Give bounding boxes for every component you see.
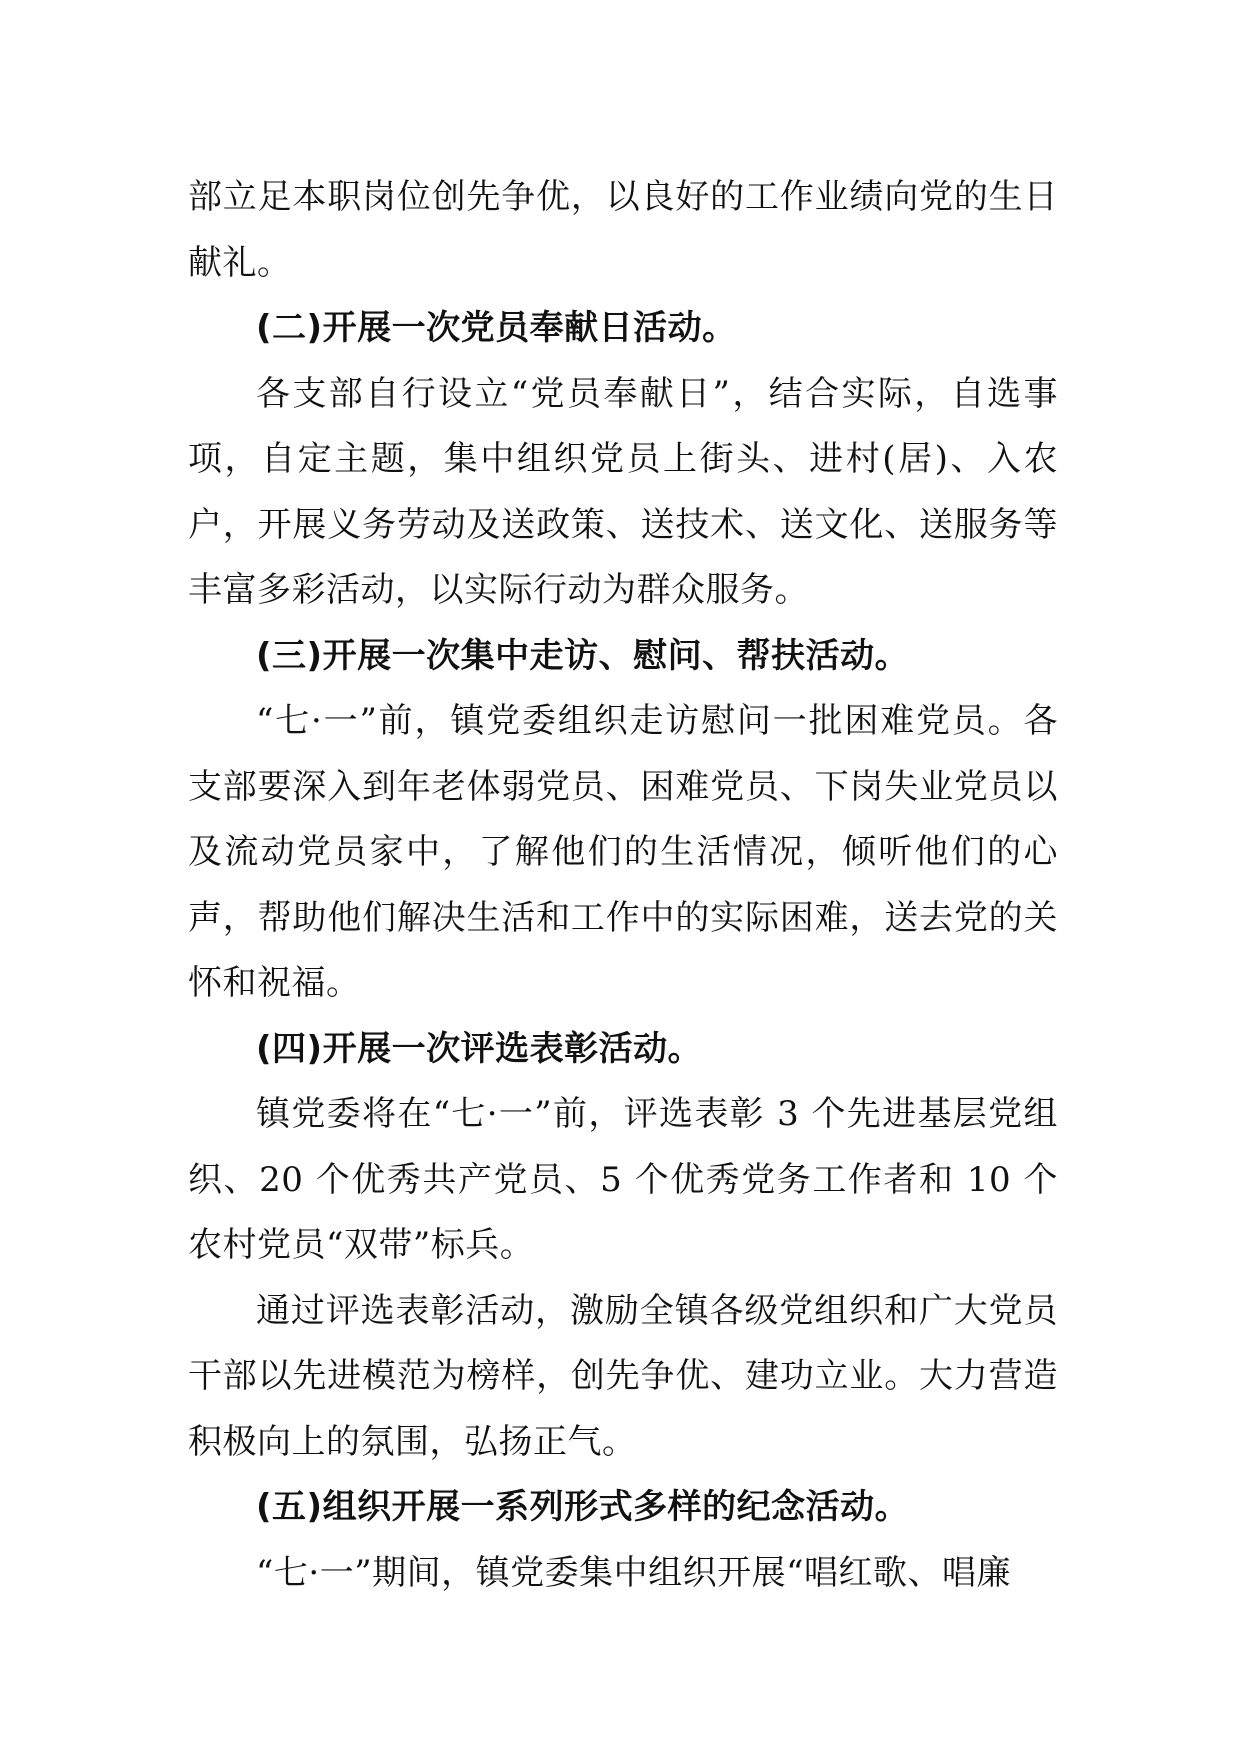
paragraph-awards: 镇党委将在“七·一”前，评选表彰 3 个先进基层党组织、20 个优秀共产党员、5 个优秀党务工作者和 10 个农村党员“双带”标兵。 <box>188 1094 1058 1265</box>
section-heading-5: (五)组织开展一系列形式多样的纪念活动。 <box>256 1487 910 1527</box>
section-heading-4: (四)开展一次评选表彰活动。 <box>256 1028 703 1069</box>
paragraph-commemoration: “七·一”期间，镇党委集中组织开展“唱红歌、唱廉 <box>256 1552 1011 1593</box>
paragraph-visits: “七·一”前，镇党委组织走访慰问一批困难党员。各支部要深入到年老体弱党员、困难党员、下岗失业党员以及流动党员家中，了解他们的生活情况，倾听他们的心声，帮助他们解决生活和工作中的实际困难，送去党的关怀和祝福。 <box>188 701 1058 1003</box>
section-heading-2: (二)开展一次党员奉献日活动。 <box>256 308 737 348</box>
paragraph-awards-purpose: 通过评选表彰活动，激励全镇各级党组织和广大党员干部以先进模范为榜样，创先争优、建功立业。大力营造积极向上的氛围，弘扬正气。 <box>188 1290 1058 1462</box>
document-body <box>188 165 1058 1606</box>
paragraph-dedication-day: 各支部自行设立“党员奉献日”，结合实际，自选事项，自定主题，集中组织党员上街头、进村(居)、入农户，开展义务劳动及送政策、送技术、送文化、送服务等丰富多彩活动，以实际行动为群众服务。 <box>188 373 1058 610</box>
section-heading-3: (三)开展一次集中走访、慰问、帮扶活动。 <box>256 635 910 676</box>
paragraph-continuation: 部立足本职岗位创先争优，以良好的工作业绩向党的生日献礼。 <box>188 177 1058 283</box>
